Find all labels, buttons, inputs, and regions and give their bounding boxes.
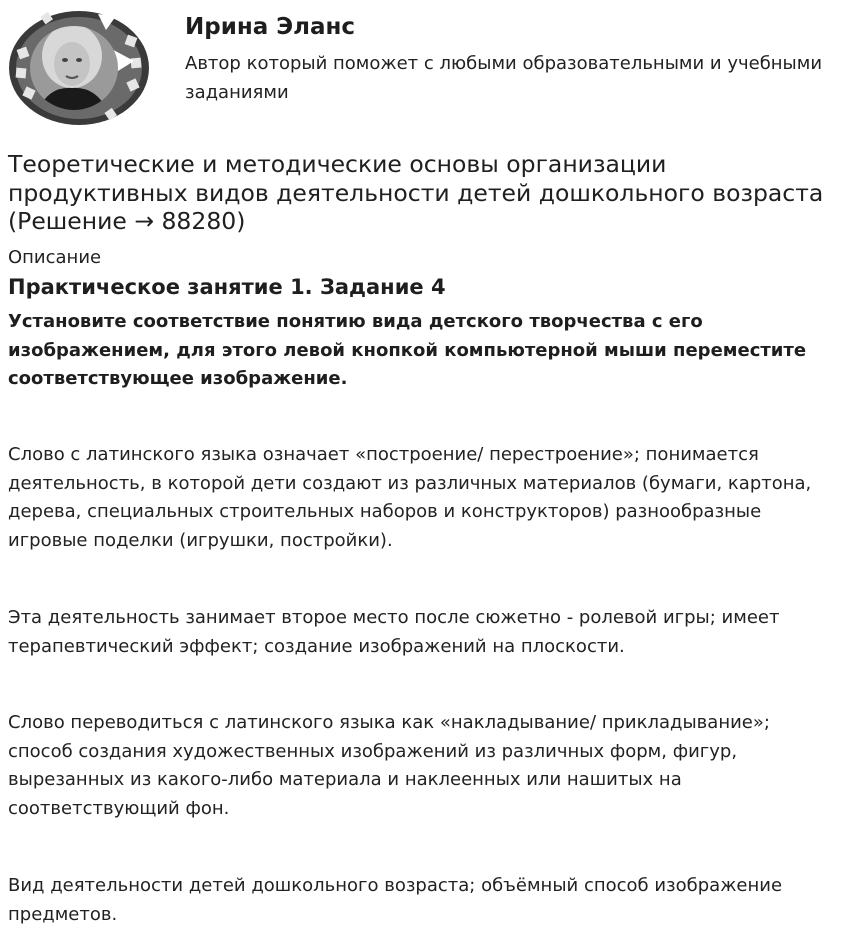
task-instruction: Установите соответствие понятию вида детского творчества с его изображением, для этого левой кнопкой компьютерной мыши переместите соответствующее изображение. [8, 311, 807, 389]
description-label: Описание [8, 247, 102, 268]
avatar[interactable] [6, 6, 152, 128]
definition-item: Слово переводиться с латинского языка как «накладывание/ прикладывание»; способ создания художественных изображений из различных форм, фигур, вырезанных из какого-либо материала и наклеенных или нашитых на соответствующий фон. [8, 712, 770, 819]
task-heading: Практическое занятие 1. Задание 4 [8, 275, 446, 299]
author-card [0, 0, 847, 130]
film-reel-avatar-icon [6, 6, 152, 128]
author-name[interactable]: Ирина Эланс [185, 14, 356, 40]
author-description: Автор который поможет с любыми образовательными и учебными заданиями [185, 53, 823, 103]
definition-item: Вид деятельности детей дошкольного возраста; объёмный способ изображение предметов. [8, 875, 783, 925]
page-title: Теоретические и методические основы организации продуктивных видов деятельности детей дошкольного возраста (Решение → 88280) [8, 150, 824, 235]
definition-item: Слово с латинского языка означает «построение/ перестроение»; понимается деятельность, в которой дети создают из различных материалов (бумаги, картона, дерева, специальных строительных наборов и конструкторов) разнообразные игровые поделки (игрушки, постройки). [8, 444, 812, 551]
definition-item: Эта деятельность занимает второе место после сюжетно - ролевой игры; имеет терапевтический эффект; создание изображений на плоскости. [8, 607, 780, 657]
